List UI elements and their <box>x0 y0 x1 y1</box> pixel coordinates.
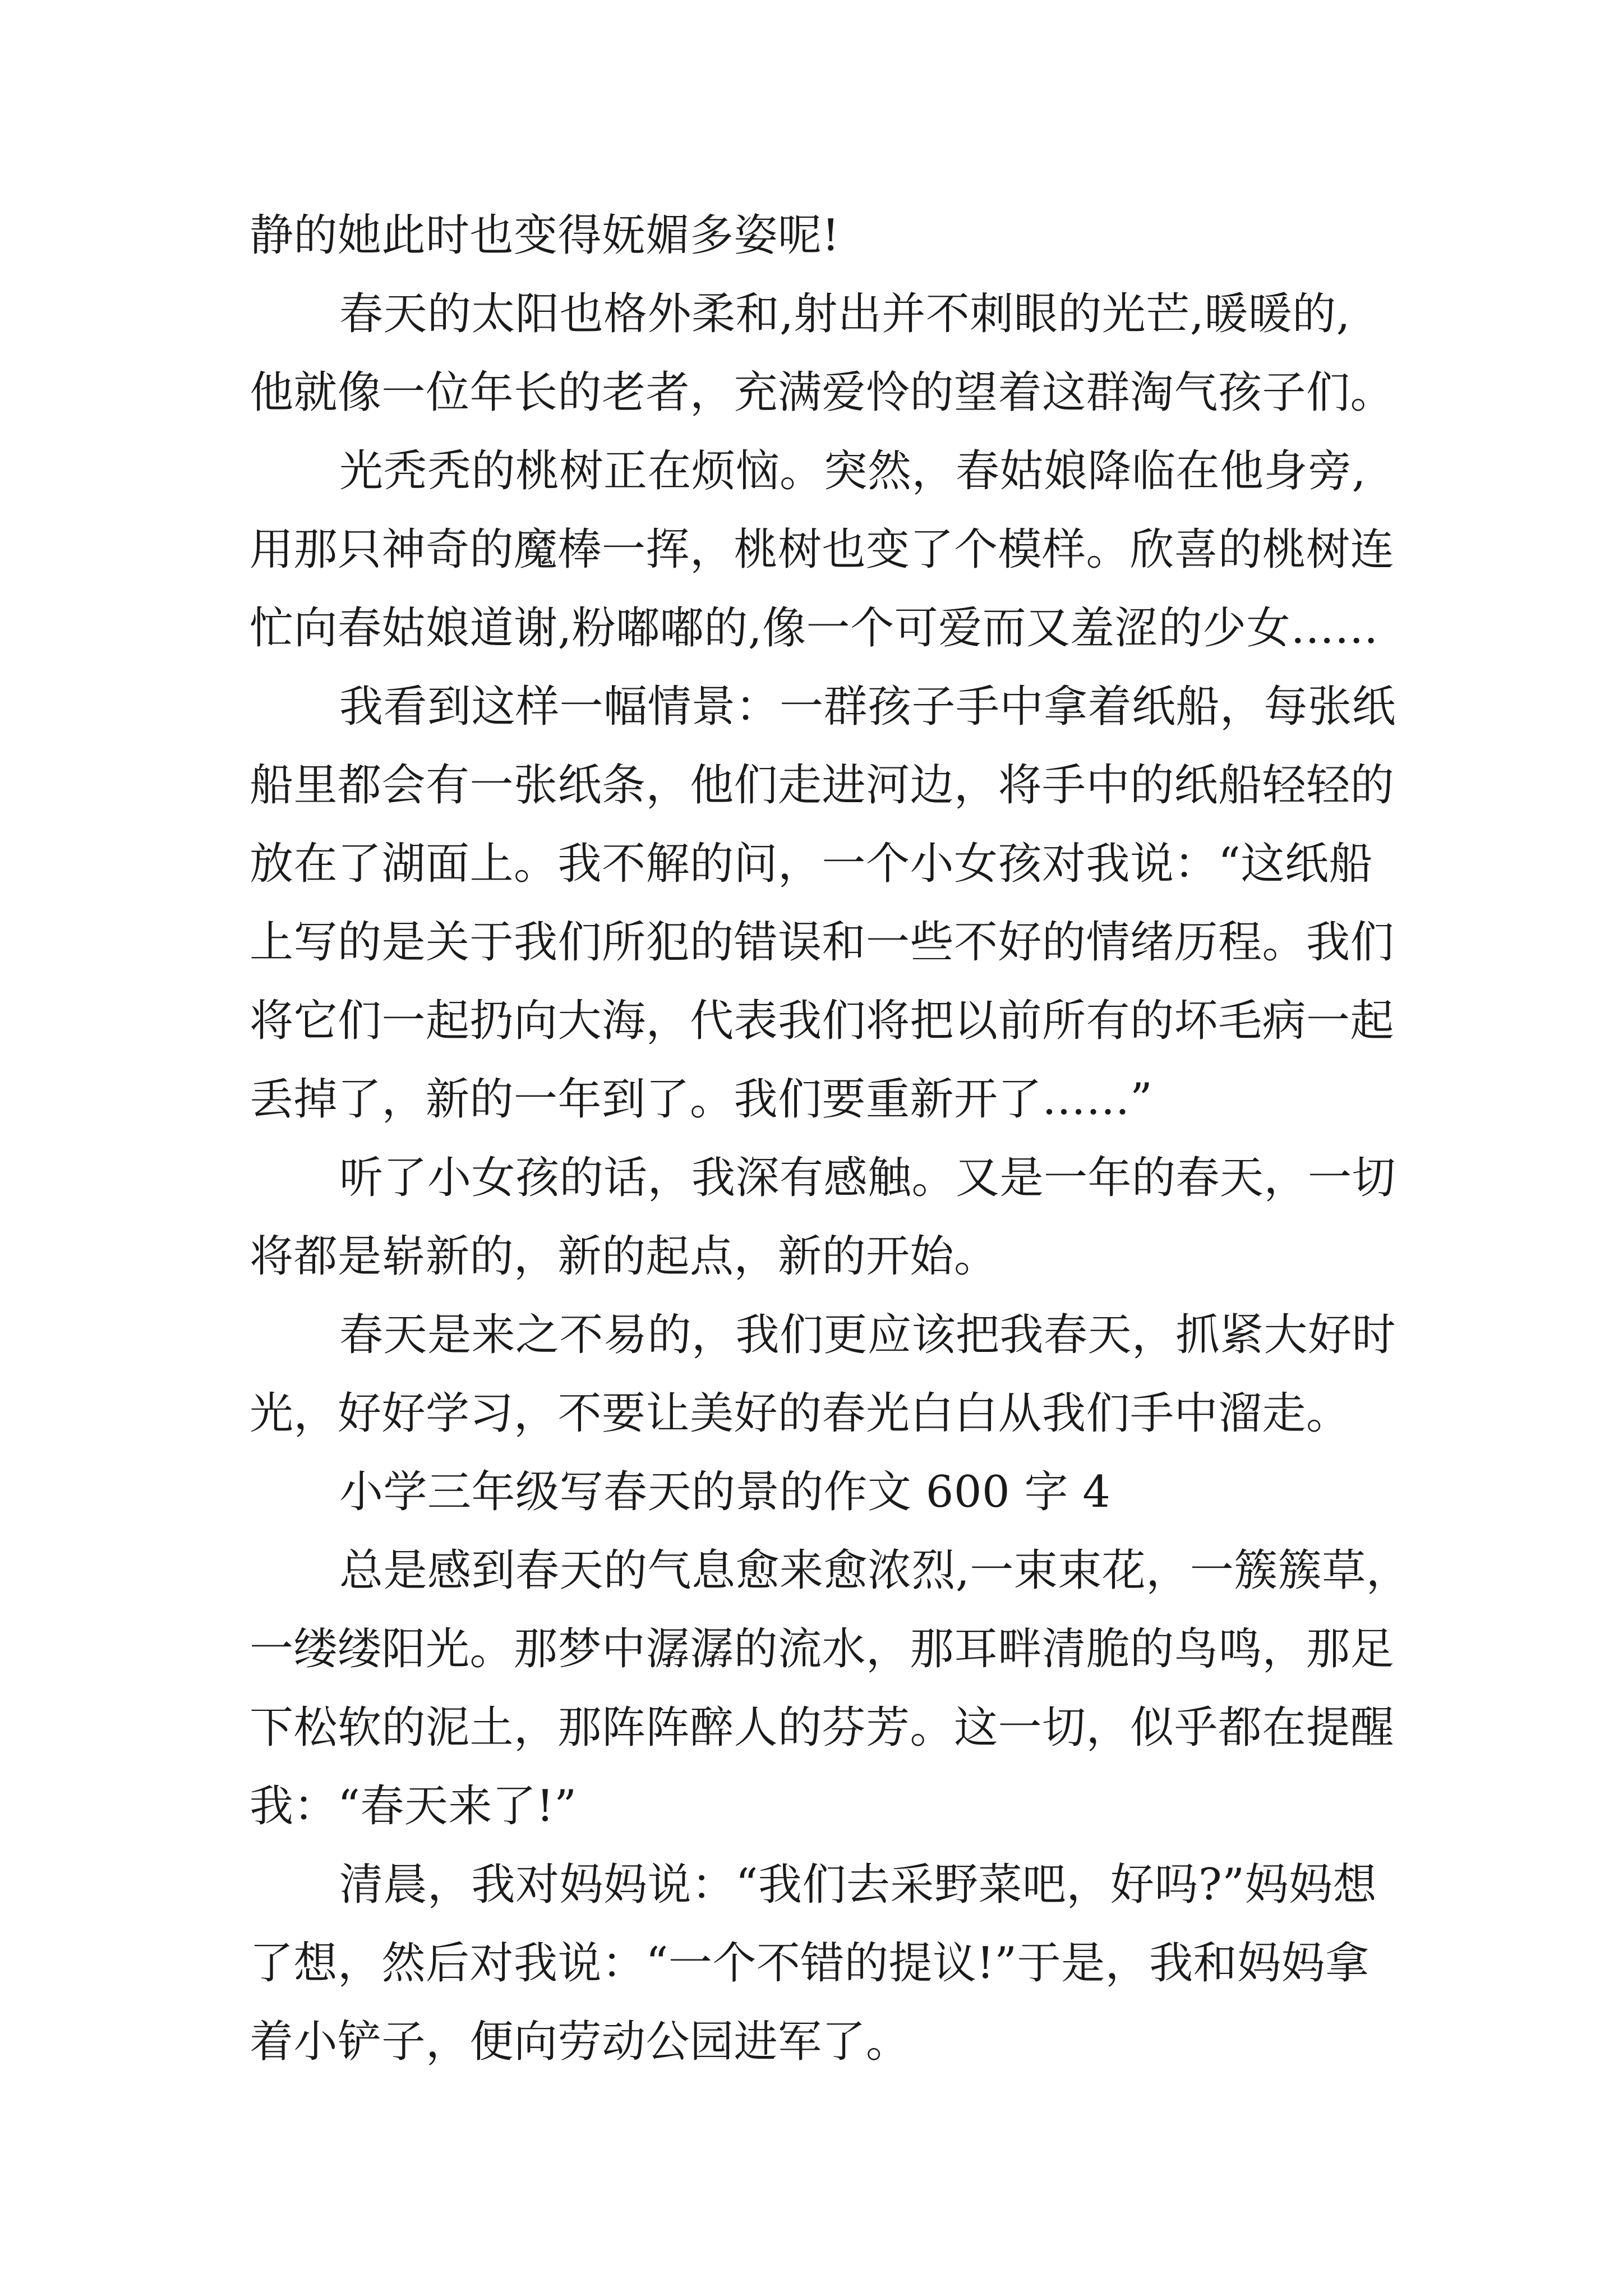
text-line: 春天是来之不易的，我们更应该把我春天，抓紧大好时 <box>339 1310 1396 1360</box>
text-line: 上写的是关于我们所犯的错误和一些不好的情绪历程。我们 <box>250 917 1395 968</box>
text-line: 听了小女孩的话，我深有感触。又是一年的春天，一切 <box>339 1153 1396 1203</box>
text-line: 用那只神奇的魔棒一挥，桃树也变了个模样。欣喜的桃树连 <box>250 524 1395 575</box>
text-line: 将都是崭新的，新的起点，新的开始。 <box>250 1231 998 1282</box>
text-line: 我：“春天来了!” <box>250 1781 577 1832</box>
text-line: 我看到这样一幅情景：一群孩子手中拿着纸船，每张纸 <box>339 682 1396 732</box>
text-line: 他就像一位年长的老者，充满爱怜的望着这群淘气孩子们。 <box>250 367 1395 418</box>
text-line: 静的她此时也变得妩媚多姿呢! <box>250 210 840 261</box>
text-line: 下松软的泥土，那阵阵醉人的芬芳。这一切，似乎都在提醒 <box>250 1703 1395 1753</box>
text-line: 放在了湖面上。我不解的问，一个小女孩对我说：“这纸船 <box>250 839 1373 889</box>
text-line: 将它们一起扔向大海，代表我们将把以前所有的坏毛病一起 <box>250 996 1395 1046</box>
text-line: 清晨，我对妈妈说：“我们去采野菜吧，好吗?”妈妈想 <box>339 1860 1377 1910</box>
text-line: 光秃秃的桃树正在烦恼。突然，春姑娘降临在他身旁, <box>339 446 1366 496</box>
section-heading: 小学三年级写春天的景的作文 600 字 4 <box>339 1467 1111 1517</box>
text-line: 总是感到春天的气息愈来愈浓烈,一束束花，一簇簇草， <box>339 1545 1410 1596</box>
text-line: 丢掉了，新的一年到了。我们要重新开了……” <box>250 1074 1153 1125</box>
text-line: 春天的太阳也格外柔和,射出并不刺眼的光芒,暖暖的, <box>339 289 1350 339</box>
text-line: 着小铲子，便向劳动公园进军了。 <box>250 2017 910 2067</box>
text-line: 忙向春姑娘道谢,粉嘟嘟的,像一个可爱而又羞涩的少女…… <box>250 603 1379 654</box>
text-line: 光，好好学习，不要让美好的春光白白从我们手中溜走。 <box>250 1388 1350 1439</box>
text-line: 了想，然后对我说：“一个不错的提议!”于是，我和妈妈拿 <box>250 1938 1370 1989</box>
text-line: 船里都会有一张纸条，他们走进河边，将手中的纸船轻轻的 <box>250 760 1395 811</box>
text-line: 一缕缕阳光。那梦中潺潺的流水，那耳畔清脆的鸟鸣，那足 <box>250 1624 1395 1674</box>
